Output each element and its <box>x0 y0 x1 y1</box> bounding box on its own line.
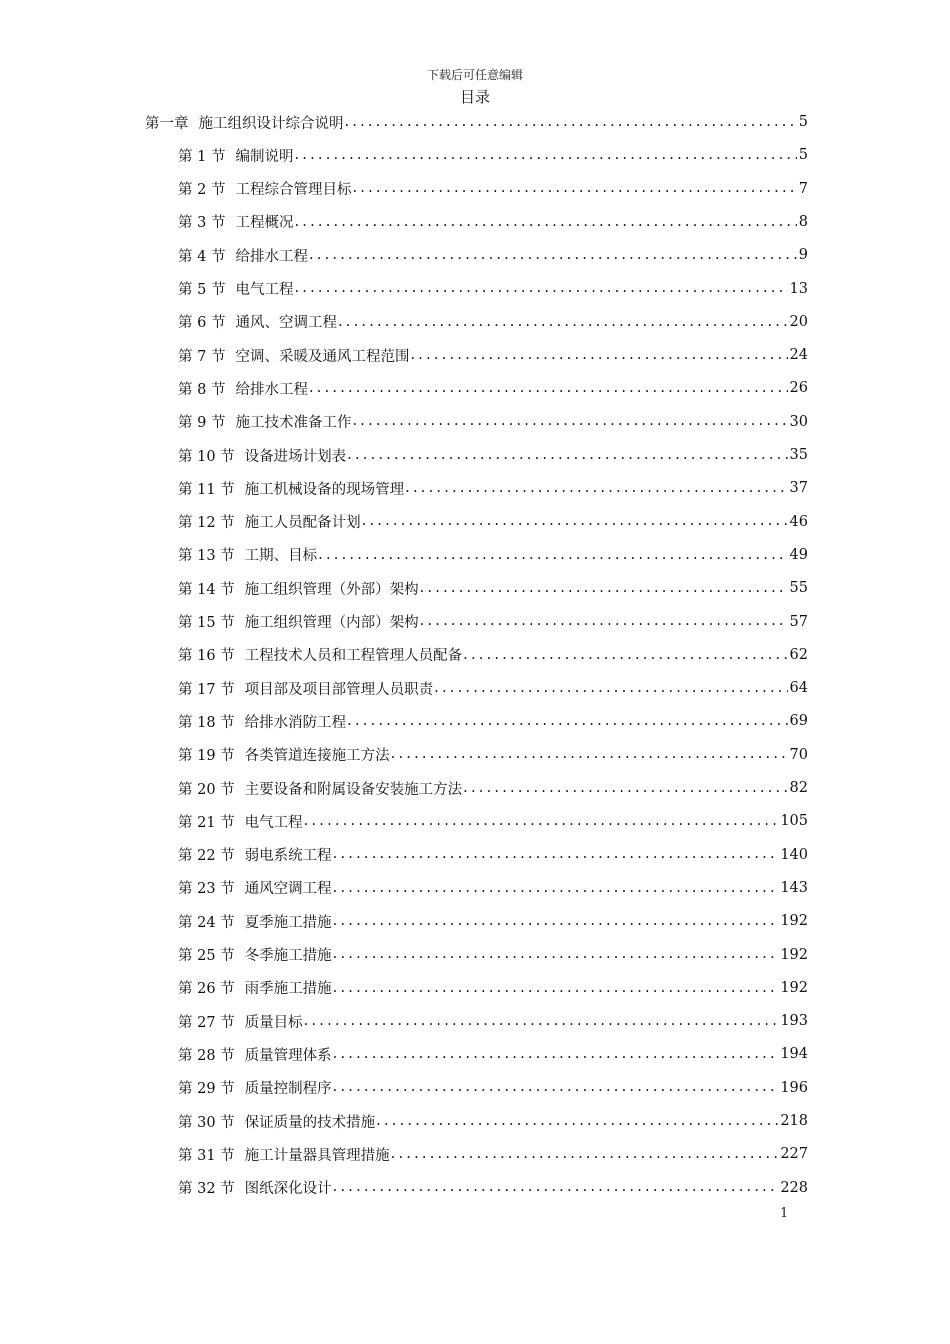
toc-section-entry[interactable] <box>178 641 808 669</box>
toc-section-entry[interactable] <box>178 1140 808 1168</box>
section-page-number: 192 <box>780 979 808 996</box>
toc-section-entry[interactable] <box>178 707 808 735</box>
toc-section-entry[interactable] <box>178 541 808 569</box>
section-title: 通风、空调工程 <box>235 315 337 332</box>
dot-leader <box>410 348 787 363</box>
toc-section-entry[interactable] <box>178 1174 808 1202</box>
dot-leader <box>420 581 788 596</box>
section-number: 第 30 节 <box>178 1114 235 1131</box>
dot-leader <box>333 1047 779 1062</box>
section-number: 第 5 节 <box>178 282 226 298</box>
toc-section-entry[interactable] <box>178 308 808 336</box>
dot-leader <box>333 981 779 996</box>
dot-leader <box>434 681 787 696</box>
dot-leader <box>391 1147 779 1162</box>
section-page-number: 62 <box>789 646 808 663</box>
dot-leader <box>333 914 779 929</box>
section-number: 第 12 节 <box>178 515 235 532</box>
toc-section-entry[interactable] <box>178 275 808 303</box>
section-title: 编制说明 <box>235 148 294 165</box>
dot-leader <box>338 315 788 330</box>
dot-leader <box>352 181 796 196</box>
section-title: 质量控制程序 <box>244 1081 332 1098</box>
dot-leader <box>376 1114 778 1129</box>
section-title: 工程综合管理目标 <box>235 182 352 199</box>
dot-leader <box>362 514 788 529</box>
section-page-number: 30 <box>789 413 808 430</box>
section-page-number: 228 <box>780 1179 808 1196</box>
dot-leader <box>309 248 797 263</box>
section-number: 第 31 节 <box>178 1147 235 1164</box>
section-page-number: 143 <box>780 879 808 896</box>
toc-section-entry[interactable] <box>178 374 808 402</box>
section-page-number: 70 <box>789 746 808 763</box>
dot-leader <box>318 548 787 563</box>
section-title: 设备进场计划表 <box>244 448 347 465</box>
section-number: 第 27 节 <box>178 1014 235 1031</box>
section-page-number: 69 <box>789 713 808 730</box>
section-title: 给排水工程 <box>235 381 308 398</box>
toc-section-entry[interactable] <box>178 508 808 536</box>
section-number: 第 3 节 <box>178 215 226 232</box>
toc-section-entry[interactable] <box>178 974 808 1002</box>
section-page-number: 196 <box>780 1079 808 1096</box>
toc-section-entry[interactable] <box>178 1074 808 1102</box>
section-title: 给排水工程 <box>235 248 308 265</box>
section-title: 空调、采暖及通风工程范围 <box>235 348 410 365</box>
section-title: 施工技术准备工作 <box>235 415 352 432</box>
toc-section-entry[interactable] <box>178 574 808 602</box>
section-title: 施工组织管理（内部）架构 <box>244 615 419 631</box>
dot-leader <box>391 747 788 762</box>
section-page-number: 20 <box>789 313 808 330</box>
section-page-number: 82 <box>789 780 808 796</box>
section-number: 第 9 节 <box>178 415 226 432</box>
section-number: 第 32 节 <box>178 1181 235 1198</box>
section-number: 第 29 节 <box>178 1081 235 1098</box>
toc-section-entry[interactable] <box>178 907 808 935</box>
section-page-number: 192 <box>780 946 808 963</box>
section-number: 第 24 节 <box>178 914 235 931</box>
dot-leader <box>420 614 788 629</box>
section-page-number: 35 <box>789 447 808 463</box>
section-page-number: 46 <box>789 513 808 530</box>
toc-chapter-entry[interactable] <box>145 108 808 136</box>
section-title: 项目部及项目部管理人员职责 <box>244 681 434 698</box>
section-page-number: 26 <box>789 380 808 397</box>
section-title: 冬季施工措施 <box>244 948 332 964</box>
dot-leader <box>333 1180 779 1195</box>
toc-section-entry[interactable] <box>178 1007 808 1035</box>
toc-section-entry[interactable] <box>178 408 808 436</box>
section-number: 第 21 节 <box>178 814 235 831</box>
dot-leader <box>333 1080 779 1095</box>
toc-section-entry[interactable] <box>178 841 808 869</box>
section-page-number: 37 <box>789 480 808 497</box>
section-title: 施工计量器具管理措施 <box>244 1147 390 1164</box>
section-title: 主要设备和附属设备安装施工方法 <box>244 781 463 798</box>
header-note: 下载后可任意编辑 <box>426 68 523 82</box>
dot-leader <box>463 648 787 663</box>
section-number: 第 1 节 <box>178 148 226 165</box>
section-title: 各类管道连接施工方法 <box>244 748 390 765</box>
section-number: 第 25 节 <box>178 948 235 964</box>
section-page-number: 218 <box>780 1113 808 1129</box>
toc-section-entry[interactable] <box>178 208 808 236</box>
toc-section-entry[interactable] <box>178 807 808 835</box>
dot-leader <box>352 414 787 429</box>
section-page-number: 57 <box>789 613 808 630</box>
section-page-number: 8 <box>798 213 808 230</box>
section-title: 保证质量的技术措施 <box>244 1114 376 1131</box>
toc-section-entry[interactable] <box>178 441 808 469</box>
chapter-title: 施工组织设计综合说明 <box>198 115 344 132</box>
section-title: 通风空调工程 <box>244 881 332 898</box>
dot-leader <box>405 481 787 496</box>
section-number: 第 11 节 <box>178 481 235 498</box>
section-number: 第 14 节 <box>178 581 235 598</box>
section-title: 夏季施工措施 <box>244 914 332 931</box>
toc-section-entry[interactable] <box>178 608 808 636</box>
section-title: 工程概况 <box>235 215 294 232</box>
toc-section-entry[interactable] <box>178 474 808 502</box>
chapter-number: 第一章 <box>145 115 189 132</box>
section-page-number: 9 <box>798 247 808 264</box>
section-number: 第 6 节 <box>178 315 226 332</box>
section-title: 施工组织管理（外部）架构 <box>244 581 419 598</box>
section-number: 第 28 节 <box>178 1047 235 1064</box>
section-number: 第 7 节 <box>178 348 226 365</box>
toc-section-entry[interactable] <box>178 941 808 969</box>
section-page-number: 24 <box>789 347 808 364</box>
dot-leader <box>347 714 787 729</box>
section-title: 给排水消防工程 <box>244 714 347 731</box>
section-title: 质量管理体系 <box>244 1047 332 1064</box>
section-page-number: 5 <box>798 147 808 164</box>
dot-leader <box>347 448 787 463</box>
section-number: 第 13 节 <box>178 548 235 565</box>
section-number: 第 2 节 <box>178 182 226 199</box>
section-number: 第 4 节 <box>178 248 226 265</box>
section-number: 第 20 节 <box>178 781 235 798</box>
section-title: 质量目标 <box>244 1014 303 1031</box>
toc-section-entry[interactable] <box>178 874 808 902</box>
section-title: 工期、目标 <box>244 548 318 565</box>
section-title: 弱电系统工程 <box>244 848 332 865</box>
toc-section-entry[interactable] <box>178 741 808 769</box>
toc-section-entry[interactable] <box>178 175 808 203</box>
toc-section-entry[interactable] <box>178 341 808 369</box>
section-page-number: 194 <box>780 1046 808 1063</box>
section-page-number: 105 <box>780 813 808 830</box>
section-number: 第 8 节 <box>178 381 226 398</box>
section-page-number: 192 <box>780 913 808 930</box>
dot-leader <box>294 148 796 163</box>
toc-title: 目录 <box>459 88 490 106</box>
dot-leader <box>294 281 787 296</box>
section-number: 第 15 节 <box>178 615 235 631</box>
section-title: 施工人员配备计划 <box>244 515 361 532</box>
section-page-number: 13 <box>789 280 808 297</box>
dot-leader <box>333 847 779 862</box>
section-page-number: 49 <box>789 546 808 563</box>
chapter-page-number: 5 <box>798 114 808 130</box>
section-page-number: 55 <box>789 580 808 597</box>
dot-leader <box>345 115 797 130</box>
toc-section-entry[interactable] <box>178 1040 808 1068</box>
toc-section-entry[interactable] <box>178 141 808 169</box>
toc-section-entry[interactable] <box>178 674 808 702</box>
section-page-number: 64 <box>789 680 808 697</box>
dot-leader <box>333 947 779 962</box>
toc-section-entry[interactable] <box>178 241 808 269</box>
section-number: 第 18 节 <box>178 714 235 731</box>
section-page-number: 140 <box>780 846 808 863</box>
dot-leader <box>304 1014 779 1029</box>
section-number: 第 22 节 <box>178 848 235 865</box>
section-page-number: 7 <box>798 180 808 197</box>
section-number: 第 10 节 <box>178 448 235 465</box>
section-number: 第 17 节 <box>178 681 235 698</box>
section-title: 雨季施工措施 <box>244 981 332 998</box>
dot-leader <box>309 381 788 396</box>
dot-leader <box>333 881 779 896</box>
toc-section-entry[interactable] <box>178 1107 808 1135</box>
section-title: 工程技术人员和工程管理人员配备 <box>244 648 463 665</box>
section-title: 施工机械设备的现场管理 <box>244 481 405 498</box>
section-title: 电气工程 <box>244 814 303 831</box>
section-number: 第 16 节 <box>178 648 235 665</box>
dot-leader <box>463 781 787 796</box>
page-number: 1 <box>780 1206 789 1221</box>
toc-section-entry[interactable] <box>178 774 808 802</box>
section-page-number: 227 <box>780 1146 808 1163</box>
section-page-number: 193 <box>780 1013 808 1030</box>
section-title: 电气工程 <box>235 282 294 298</box>
section-number: 第 19 节 <box>178 748 235 765</box>
section-number: 第 23 节 <box>178 881 235 898</box>
dot-leader <box>294 215 796 230</box>
dot-leader <box>304 814 779 829</box>
section-number: 第 26 节 <box>178 981 235 998</box>
section-title: 图纸深化设计 <box>244 1181 332 1198</box>
